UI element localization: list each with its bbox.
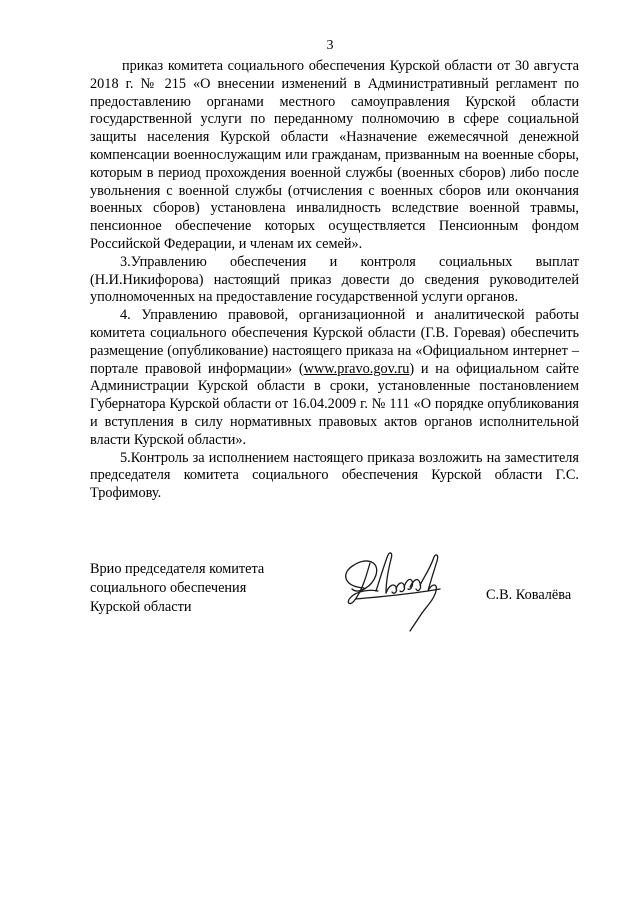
signatory-position xyxy=(90,560,264,617)
signatory-position-line-2: социального обеспечения xyxy=(90,580,247,596)
paragraph-item-4 xyxy=(90,307,579,449)
paragraph-item-4-text-end: ) и на официальном сайте Администрации Курской области в сроки, установленные постановлением Губернатора Курской области от 16.04.2009 г. № 111 «О порядке опубликования и вступления в силу нормативных правовых актов органов исполнительной власти Курской области». xyxy=(90,360,579,448)
paragraph-item-5: 5.Контроль за исполнением настоящего приказа возложить на заместителя председателя комитета социального обеспечения Курской области Г.С. Трофимову. xyxy=(90,449,579,502)
paragraph-item-4-text-start: 4. Управлению правовой, организационной и аналитической работы комитета социального обеспечения Курской области (Г.В. Горевая) обеспечить размещение (опубликование) настоящего приказа на «Официальном интернет – портале правовой информации» ( xyxy=(90,307,579,377)
pravo-gov-link[interactable]: www.pravo.gov.ru xyxy=(303,360,410,377)
paragraph-item-3: 3.Управлению обеспечения и контроля социальных выплат (Н.И.Никифорова) настоящий приказ довести до сведения руководителей уполномоченных на предоставление государственной услуги органов. xyxy=(90,253,579,306)
document-body xyxy=(90,58,579,503)
handwritten-signature xyxy=(336,543,466,633)
paragraph-order-reference: приказ комитета социального обеспечения Курской области от 30 августа 2018 г. № 215 «О внесении изменений в Административный регламент по предоставлению органами местного самоуправления Курской области государственной услуги по переданному полномочию в сфере социальной защиты населения Курской области «Назначение ежемесячной денежной компенсации военнослужащим или гражданам, призванным на военные сборы, которым в период прохождения военной службы (военных сборов) либо после увольнения с военной службы (отчисления с военных сборов или окончания военных сборов) установлена инвалидность вследствие военной травмы, пенсионное обеспечение которых осуществляется Пенсионным фондом Российской Федерации, и членам их семей». xyxy=(90,58,579,252)
signatory-name: С.В. Ковалёва xyxy=(486,587,572,603)
signatory-position-line-3: Курской области xyxy=(90,599,192,615)
page-number: 3 xyxy=(326,38,334,53)
signatory-position-line-1: Врио председателя комитета xyxy=(90,561,265,577)
